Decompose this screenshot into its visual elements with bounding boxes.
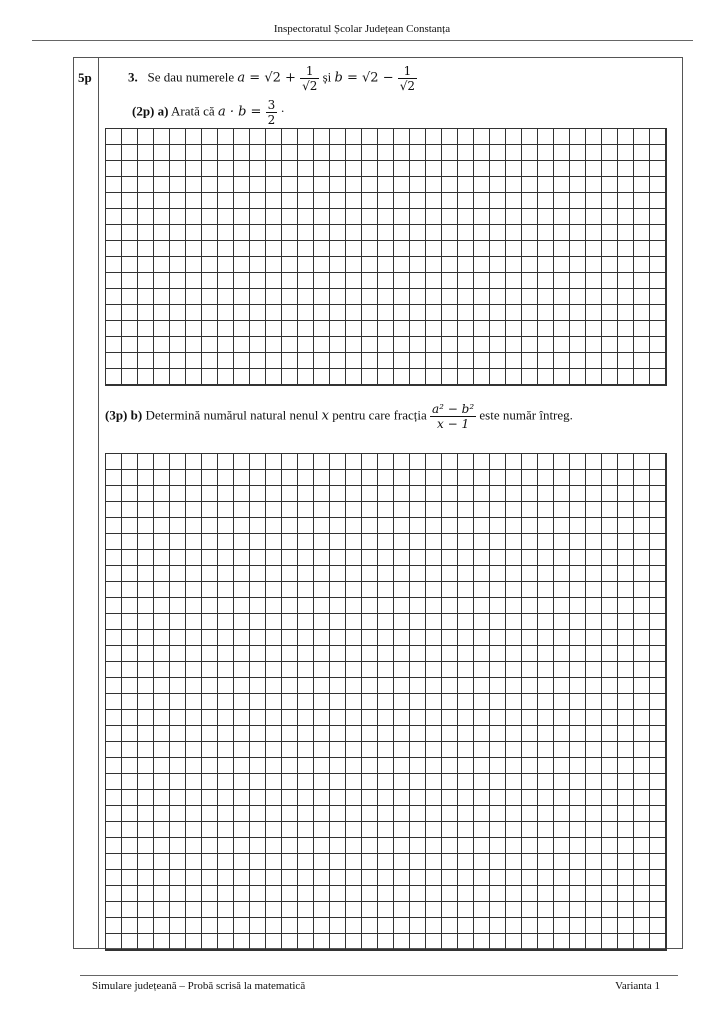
part-a-letter: a) — [157, 103, 169, 119]
part-b-points: (3p) — [105, 407, 128, 423]
answer-grid-b[interactable] — [105, 453, 667, 951]
frac-num-3: 3 — [267, 98, 276, 112]
fraction-a2-b2-over-x-1 — [430, 402, 476, 431]
answer-grid-a[interactable] — [105, 128, 667, 386]
conjunction-and: și — [319, 69, 335, 85]
frac-num-a2-b2: a² − b² — [432, 402, 475, 416]
sqrt2-b: √2 — [362, 70, 379, 86]
frac-numerator: 1 — [300, 64, 319, 79]
part-a-text: Arată că — [171, 103, 215, 119]
var-b: b — [334, 70, 343, 86]
part-a-expression: a · b = — [217, 104, 266, 120]
part-b-text-after: este număr întreg. — [479, 407, 573, 423]
fraction-one-over-sqrt2-b — [398, 64, 417, 93]
points-column-divider — [98, 57, 99, 949]
part-a-points: (2p) — [132, 103, 155, 119]
footer-left: Simulare județeană – Probă scrisă la matematică — [92, 980, 306, 992]
frac-den-x-1: x − 1 — [437, 417, 470, 431]
page-header: Inspectoratul Școlar Județean Constanța — [273, 23, 451, 35]
frac-den-2: 2 — [267, 113, 276, 127]
var-x: x — [321, 408, 329, 424]
var-a: a — [237, 70, 246, 86]
part-b-text-mid: pentru care fracția — [332, 407, 427, 423]
fraction-one-over-sqrt2-a — [300, 64, 319, 93]
frac-denominator: √2 — [302, 79, 318, 93]
frac-numerator-b: 1 — [398, 64, 417, 79]
part-a-tail: · — [277, 103, 285, 119]
part-b-letter: b) — [130, 407, 143, 423]
minus-sign: − — [378, 70, 398, 86]
points-total: 5p — [78, 70, 92, 85]
footer-divider — [80, 975, 678, 976]
fraction-three-halves — [266, 98, 278, 127]
problem-intro: Se dau numerele — [147, 69, 235, 85]
part-b-text-before: Determină numărul natural nenul — [145, 407, 319, 423]
frac-denominator-b: √2 — [399, 79, 416, 93]
equals-sign: = — [245, 70, 265, 86]
part-a-statement — [132, 98, 285, 127]
header-divider — [32, 40, 693, 41]
equals-sign-b: = — [342, 70, 363, 86]
plus-sign: + — [280, 70, 301, 86]
problem-statement — [128, 64, 417, 93]
problem-number: 3. — [128, 69, 138, 85]
footer-right: Varianta 1 — [615, 980, 660, 992]
sqrt2-a: √2 — [264, 70, 281, 86]
part-b-statement — [105, 402, 573, 431]
